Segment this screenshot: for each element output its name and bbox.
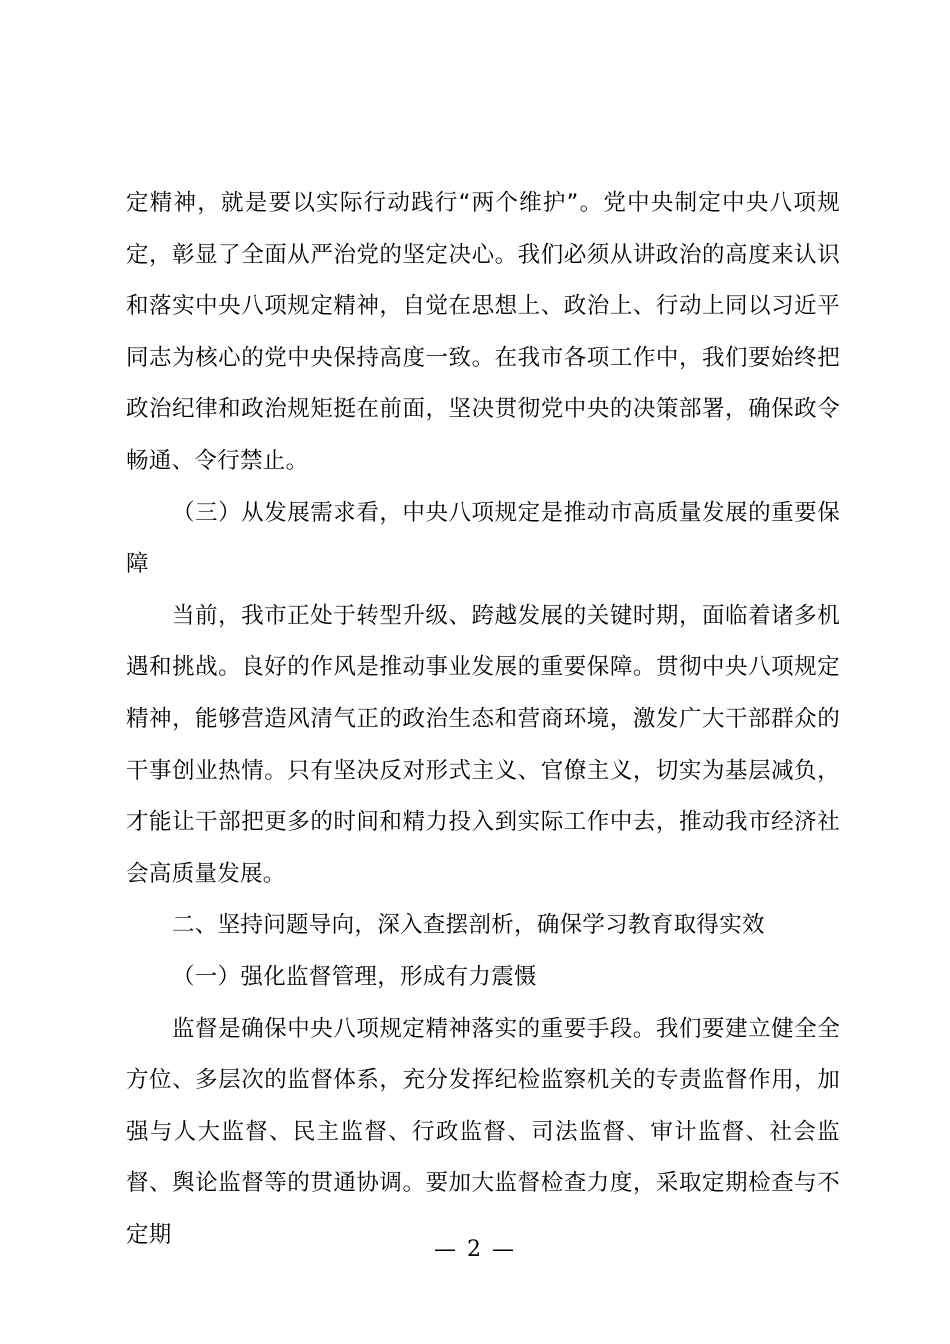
subheading-development-needs: （三）从发展需求看，中央八项规定是推动市高质量发展的重要保障: [126, 499, 840, 578]
subheading-strengthen-supervision: （一）强化监督管理，形成有力震慑: [172, 963, 537, 990]
paragraph-continuation: 定精神，就是要以实际行动践行“两个维护”。党中央制定中央八项规定，彰显了全面从严治党的坚定决心。我们必须从讲政治的高度来认识和落实中央八项规定精神，自觉在思想上、政治上、行动上同以习近平同志为核心的党中央保持高度一致。在我市各项工作中，我们要始终把政治纪律和政治规矩挺在前面，坚决贯彻党中央的决策部署，确保政令畅通、令行禁止。: [126, 190, 840, 474]
body-text: [126, 178, 840, 1261]
paragraph-supervision: 监督是确保中央八项规定精神落实的重要手段。我们要建立健全全方位、多层次的监督体系，充分发挥纪检监察机关的专责监督作用，加强与人大监督、民主监督、行政监督、司法监督、审计监督、社会监督、舆论监督等的贯通协调。要加大监督检查力度，采取定期检查与不定期: [126, 1015, 840, 1248]
page-number: — 2 —: [434, 1237, 516, 1262]
paragraph-current-situation: 当前，我市正处于转型升级、跨越发展的关键时期，面临着诸多机遇和挑战。良好的作风是推动事业发展的重要保障。贯彻中央八项规定精神，能够营造风清气正的政治生态和营商环境，激发广大干部群众的干事创业热情。只有坚决反对形式主义、官僚主义，切实为基层减负，才能让干部把更多的时间和精力投入到实际工作中去，推动我市经济社会高质量发展。: [126, 602, 840, 887]
section-heading-problem-orientation: 二、坚持问题导向，深入查摆剖析，确保学习教育取得实效: [172, 912, 765, 939]
